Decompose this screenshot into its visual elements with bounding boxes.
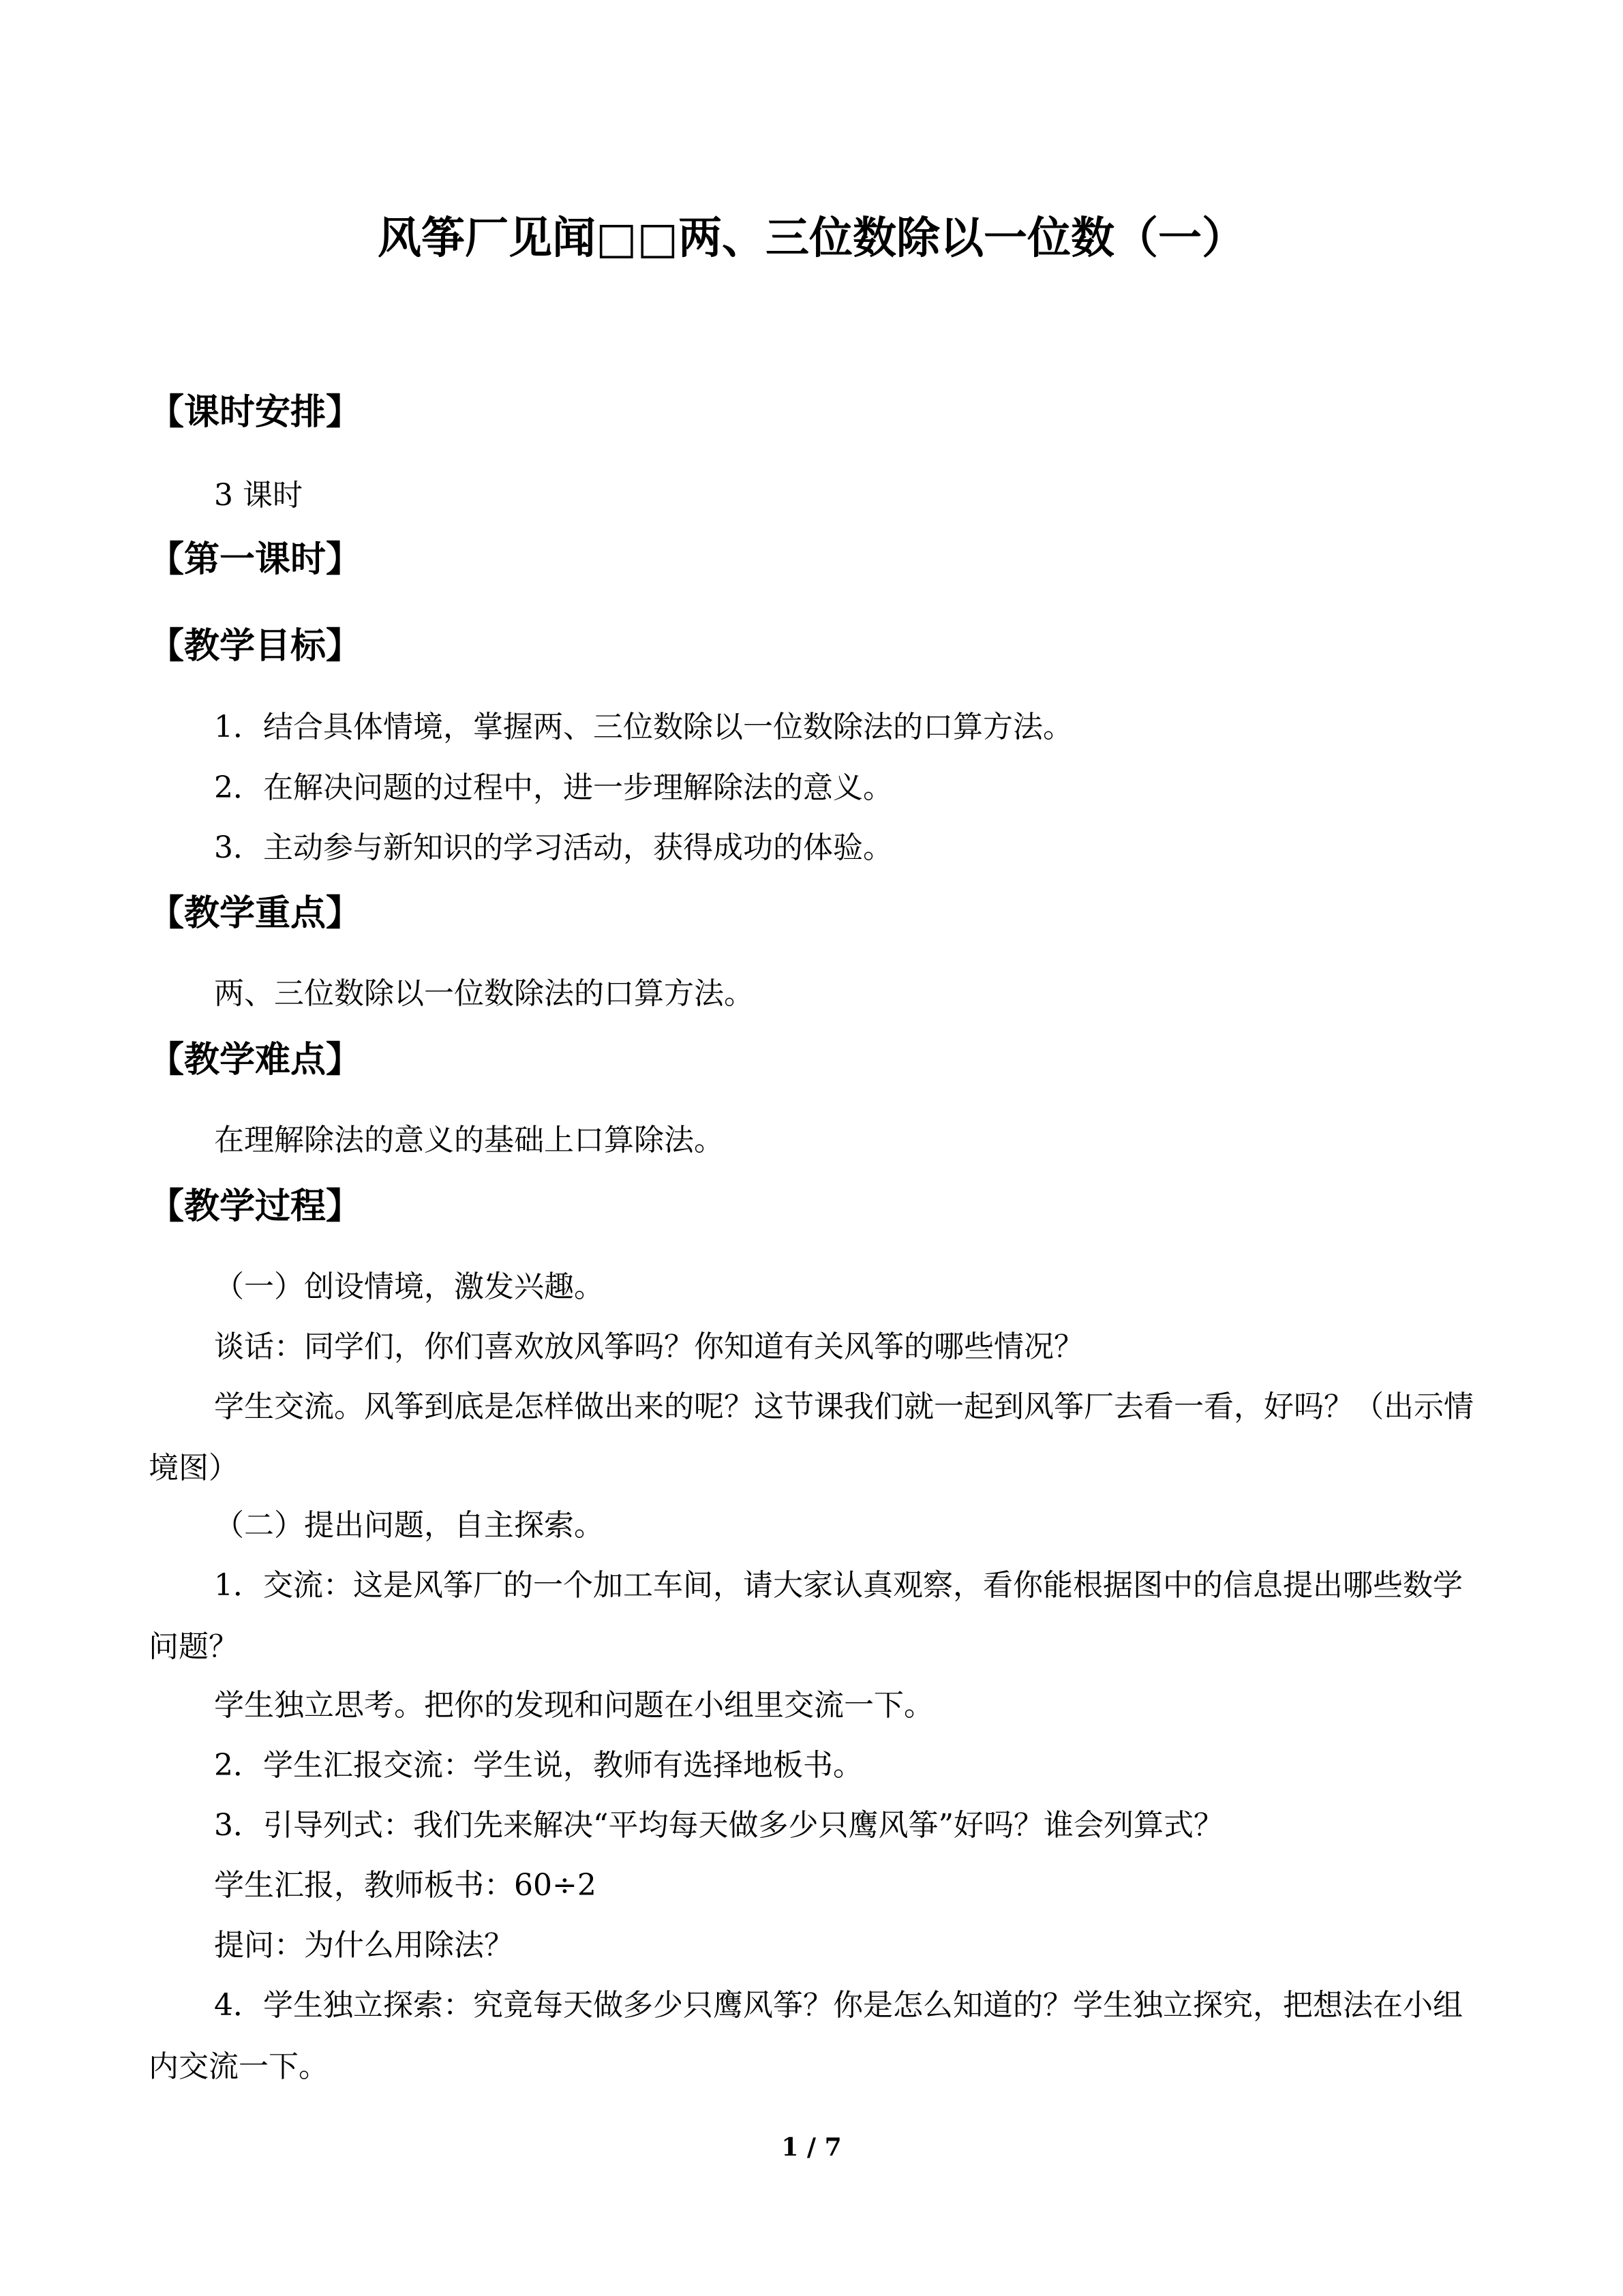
process-step-7: 2．学生汇报交流：学生说，教师有选择地板书。 [214, 1748, 863, 1783]
objective-item-3: 3．主动参与新知识的学习活动，获得成功的体验。 [214, 830, 893, 865]
process-step-3: 学生交流。风筝到底是怎样做出来的呢？这节课我们就一起到风筝厂去看一看，好吗？（出示情境图） [149, 1389, 1474, 1485]
difficulties-text: 在理解除法的意义的基础上口算除法。 [214, 1123, 724, 1158]
process-step-8: 3．引导列式：我们先来解决“平均每天做多少只鹰风筝”好吗？谁会列算式？ [214, 1808, 1224, 1843]
process-step-2: 谈话：同学们，你们喜欢放风筝吗？你知道有关风筝的哪些情况？ [214, 1329, 1084, 1364]
schedule-text: 3 课时 [214, 478, 303, 513]
schedule-heading: 【课时安排】 [149, 392, 362, 433]
page-number: 1 / 7 [781, 2133, 842, 2162]
objectives-heading: 【教学目标】 [149, 626, 362, 667]
process-step-6: 学生独立思考。把你的发现和问题在小组里交流一下。 [214, 1688, 934, 1723]
key-points-heading: 【教学重点】 [149, 893, 362, 934]
process-step-9: 学生汇报，教师板书：60÷2 [214, 1868, 596, 1903]
process-step-10: 提问：为什么用除法？ [214, 1928, 514, 1963]
first-lesson-heading: 【第一课时】 [149, 539, 362, 580]
objective-item-2: 2．在解决问题的过程中，进一步理解除法的意义。 [214, 770, 893, 805]
process-step-5: 1．交流：这是风筝厂的一个加工车间，请大家认真观察，看你能根据图中的信息提出哪些数学问题？ [149, 1568, 1463, 1664]
difficulties-heading: 【教学难点】 [149, 1040, 362, 1081]
document-title: 风筝厂见闻□□两、三位数除以一位数（一） [378, 213, 1245, 264]
process-heading: 【教学过程】 [149, 1186, 362, 1227]
process-step-4: （二）提出问题，自主探索。 [214, 1508, 604, 1543]
objective-item-1: 1．结合具体情境，掌握两、三位数除以一位数除法的口算方法。 [214, 710, 1073, 744]
process-step-11: 4．学生独立探索：究竟每天做多少只鹰风筝？你是怎么知道的？学生独立探究，把想法在小组内交流一下。 [149, 1988, 1463, 2084]
process-step-1: （一）创设情境，激发兴趣。 [214, 1269, 604, 1304]
key-points-text: 两、三位数除以一位数除法的口算方法。 [214, 976, 754, 1011]
